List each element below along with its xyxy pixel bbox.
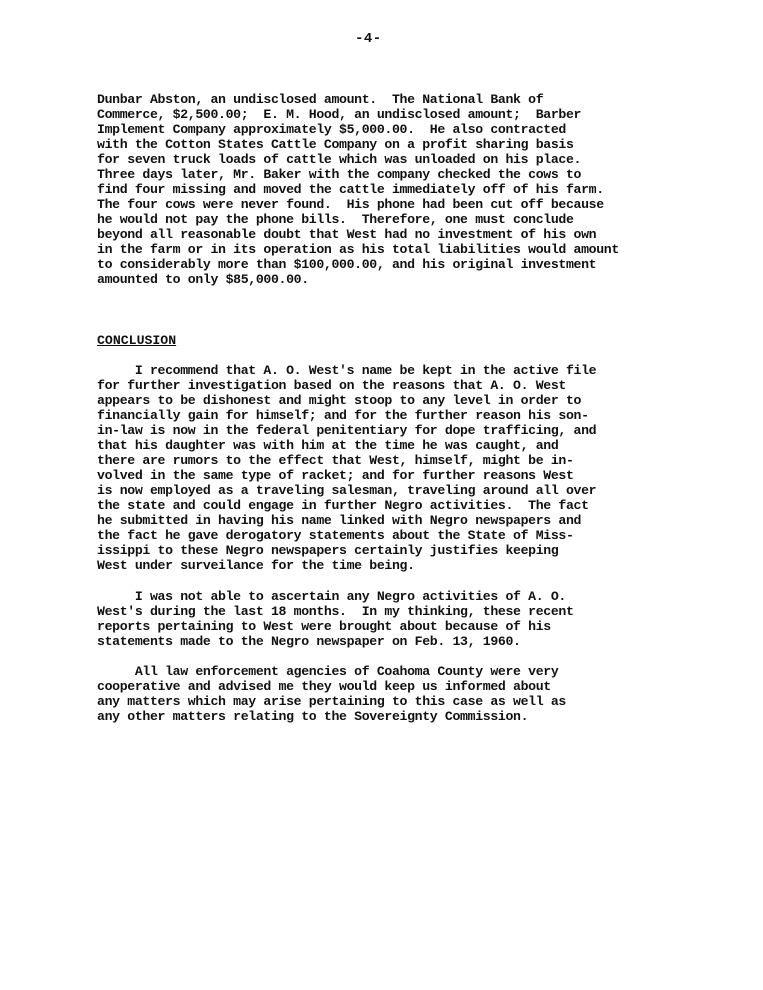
paragraph-line: there are rumors to the effect that West, himself, might be in- — [97, 453, 574, 468]
paragraph-line: All law enforcement agencies of Coahoma County were very — [97, 664, 559, 679]
paragraph-line: The four cows were never found. His phone had been cut off because — [97, 197, 604, 212]
paragraph-line: amounted to only $85,000.00. — [97, 272, 309, 287]
paragraph-line: issippi to these Negro newspapers certainly justifies keeping — [97, 543, 559, 558]
paragraph-line: I was not able to ascertain any Negro activities of A. O. — [97, 589, 566, 604]
paragraph-line: beyond all reasonable doubt that West had no investment of his own — [97, 227, 597, 242]
paragraph-line: any matters which may arise pertaining to this case as well as — [97, 694, 566, 709]
paragraph-line: reports pertaining to West were brought about because of his — [97, 619, 551, 634]
paragraph-line: appears to be dishonest and might stoop to any level in order to — [97, 393, 582, 408]
paragraph-line: he would not pay the phone bills. Therefore, one must conclude — [97, 212, 574, 227]
section-heading-conclusion: CONCLUSION — [97, 333, 177, 348]
paragraph-line: Commerce, $2,500.00; E. M. Hood, an undisclosed amount; Barber — [97, 107, 582, 122]
paragraph-line: Three days later, Mr. Baker with the company checked the cows to — [97, 167, 582, 182]
paragraph-line: for further investigation based on the reasons that A. O. West — [97, 378, 566, 393]
paragraph-line: cooperative and advised me they would keep us informed about — [97, 679, 551, 694]
paragraph-line: find four missing and moved the cattle immediately off of his farm. — [97, 182, 604, 197]
paragraph-line: I recommend that A. O. West's name be kept in the active file — [97, 363, 597, 378]
paragraph-line: he submitted in having his name linked with Negro newspapers and — [97, 513, 582, 528]
paragraph-line: statements made to the Negro newspaper on Feb. 13, 1960. — [97, 634, 521, 649]
paragraph-line: West under surveilance for the time being. — [97, 558, 415, 573]
paragraph-line: in-law is now in the federal penitentiary for dope trafficing, and — [97, 423, 597, 438]
paragraph-line: the state and could engage in further Negro activities. The fact — [97, 498, 589, 513]
paragraph-line: Implement Company approximately $5,000.00. He also contracted — [97, 122, 566, 137]
paragraph-line: that his daughter was with him at the time he was caught, and — [97, 438, 559, 453]
paragraph-line: Dunbar Abston, an undisclosed amount. The National Bank of — [97, 92, 544, 107]
page-number: -4- — [355, 31, 382, 47]
paragraph-line: with the Cotton States Cattle Company on a profit sharing basis — [97, 137, 574, 152]
paragraph-line: volved in the same type of racket; and for further reasons West — [97, 468, 574, 483]
paragraph-line: any other matters relating to the Sovereignty Commission. — [97, 709, 529, 724]
paragraph-line: in the farm or in its operation as his total liabilities would amount — [97, 242, 619, 257]
paragraph-line: to considerably more than $100,000.00, and his original investment — [97, 257, 597, 272]
paragraph-line: the fact he gave derogatory statements about the State of Miss- — [97, 528, 574, 543]
paragraph-line: West's during the last 18 months. In my thinking, these recent — [97, 604, 574, 619]
paragraph-line: is now employed as a traveling salesman, traveling around all over — [97, 483, 597, 498]
paragraph-line: for seven truck loads of cattle which was unloaded on his place. — [97, 152, 582, 167]
paragraph-line: financially gain for himself; and for the further reason his son- — [97, 408, 589, 423]
